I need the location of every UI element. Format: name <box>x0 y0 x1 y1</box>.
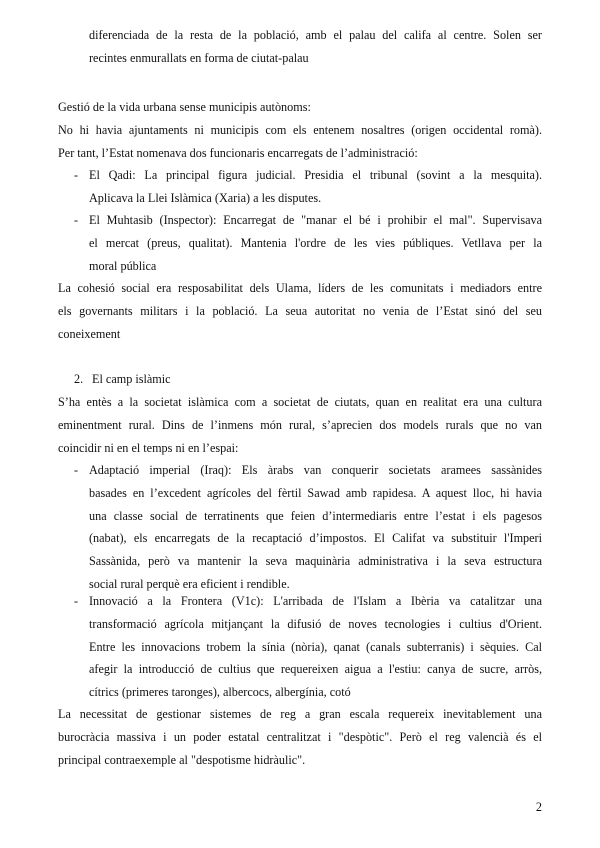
bullet-dash: - <box>74 213 79 227</box>
bullet-dash: - <box>74 463 79 477</box>
text-line: coincidir ni en el temps ni en l’espai: <box>58 440 239 455</box>
text-line: principal contraexemple al "despotisme hidràulic". <box>58 752 306 767</box>
text-line: (nabat), els encarregats de la recaptació d’impostos. El Califat va substituir l'Imperi <box>89 531 542 546</box>
section-number: 2. <box>74 372 84 386</box>
text-line: El Muhtasib (Inspector): Encarregat de "manar el bé i prohibir el mal". Supervisava <box>89 213 542 227</box>
text-line: afegir la introducció de cultius que requereixen aigua a l'estiu: canya de sucre, arròs, <box>89 662 542 677</box>
section-title: El camp islàmic <box>92 372 171 386</box>
text-line: Innovació a la Frontera (V1c): L'arribada de l'Islam a Ibèria va catalitzar una <box>89 594 542 608</box>
text-line: moral pública <box>89 258 157 273</box>
text-line: La necessitat de gestionar sistemes de reg a gran escala requereix inevitablement una <box>58 707 542 721</box>
page-number: 2 <box>535 800 542 814</box>
text-line: coneixement <box>58 326 121 341</box>
urban-management-paragraph <box>58 96 542 164</box>
text-line: diferenciada de la resta de la població, amb el palau del califa al centre. Solen ser <box>89 28 542 42</box>
paragraph-heading: Gestió de la vida urbana sense municipis autònoms: <box>58 100 311 114</box>
bullet-text <box>89 459 542 596</box>
bullet-dash: - <box>74 594 79 608</box>
text-line: Sassànida, però va mantenir la seva maquinària administrativa i la seva estructura <box>89 554 542 569</box>
text-line: social rural perquè era eficient i rendible. <box>89 576 290 591</box>
bullet-dash: - <box>74 168 79 182</box>
text-line: transformació agrícola mitjançant la difusió de noves tecnologies i cultius d'Orient. <box>89 616 542 631</box>
text-line: recintes enmurallats en forma de ciutat-palau <box>89 50 309 65</box>
text-line: S’ha entès a la societat islàmica com a societat de ciutats, quan en realitat era una cultura <box>58 395 542 409</box>
text-line: eminentment rural. Dins de l’inmens món rural, s’aprecien dos models rurals que no van <box>58 417 542 432</box>
text-line: Aplicava la Llei Islàmica (Xaria) a les disputes. <box>89 190 322 205</box>
text-line: El Qadi: La principal figura judicial. Presidia el tribunal (sovint a la mesquita). <box>89 168 542 182</box>
text-line: cítrics (primeres taronges), albercocs, albergínia, cotó <box>89 685 351 700</box>
text-line: No hi havia ajuntaments ni municipis com els entenem nosaltres (origen occidental romà). <box>58 122 542 137</box>
ulama-paragraph <box>58 277 542 345</box>
text-line: burocràcia massiva i un poder estatal centralitzat i "despòtic". Però el reg valencià és el <box>58 729 542 744</box>
continuation-paragraph <box>89 24 542 70</box>
text-line: Entre les innovacions trobem la sínia (nòria), qanat (canals subterranis) i sèquies. Cal <box>89 639 542 654</box>
rural-intro-paragraph <box>58 391 542 459</box>
text-line: el mercat (preus, qualitat). Mantenia l'ordre de les vies públiques. Vetllava per la <box>89 235 542 250</box>
irrigation-paragraph <box>58 703 542 771</box>
bullet-text <box>89 209 542 277</box>
text-line: els governants militars i la població. La seua autoritat no venia de l’Estat sinó del seu <box>58 303 542 318</box>
bullet-text <box>89 164 542 210</box>
text-line: Adaptació imperial (Iraq): Els àrabs van conquerir societats aramees sassànides <box>89 463 542 477</box>
text-line: La cohesió social era resposabilitat dels Ulama, líders de les comunitats i mediadors entre <box>58 281 542 295</box>
section-heading <box>74 368 171 391</box>
text-line: basades en l’excedent agrícoles del fèrtil Sawad amb rapidesa. A aquest lloc, hi havia <box>89 485 542 500</box>
text-line: una classe social de terratinents que feien d’intermediaris entre l’estat i els pagesos <box>89 508 542 523</box>
text-line: Per tant, l’Estat nomenava dos funcionaris encarregats de l’administració: <box>58 145 418 160</box>
bullet-text <box>89 590 542 704</box>
